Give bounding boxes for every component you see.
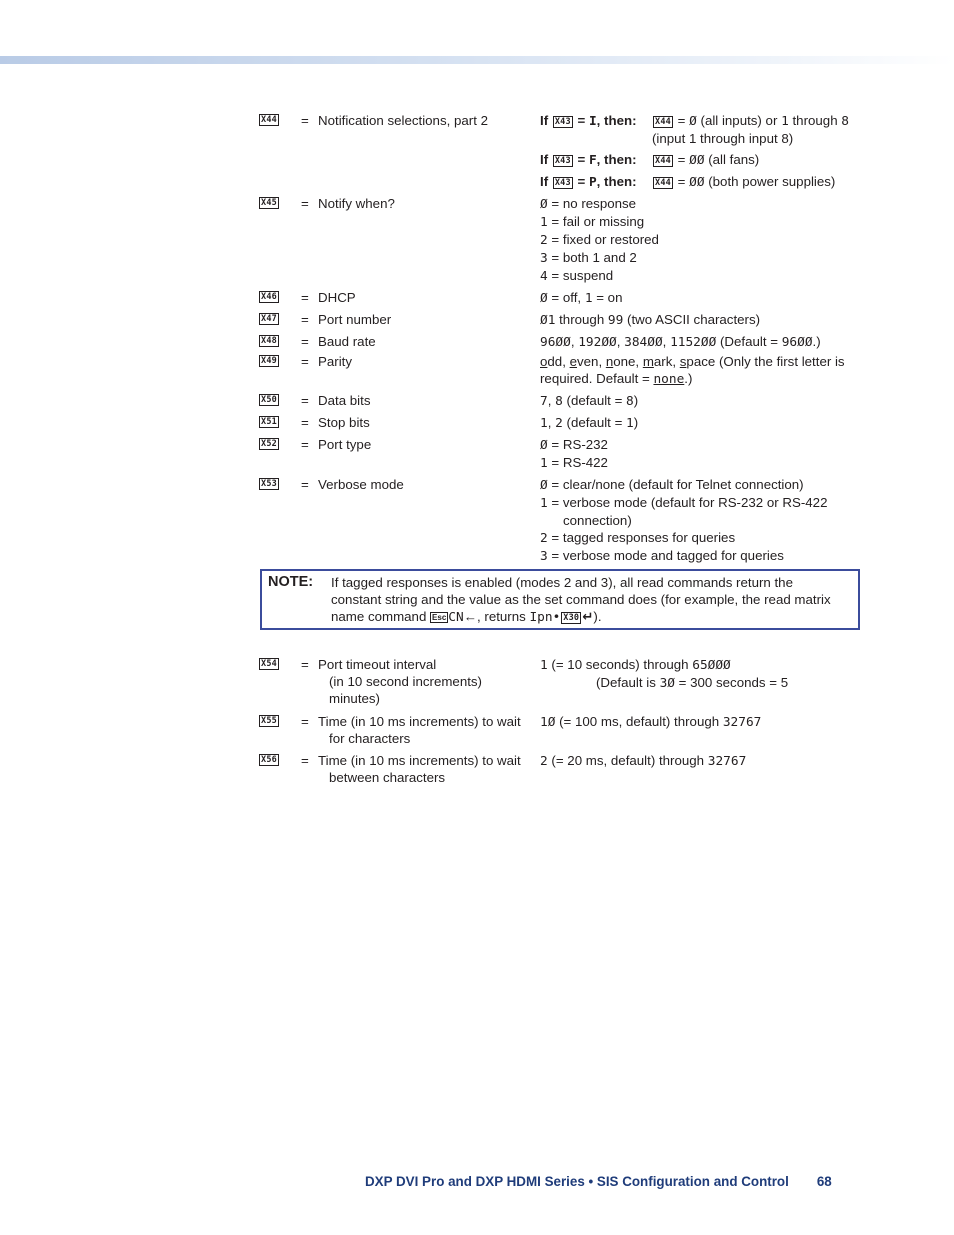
variable-values: 96ØØ, 192ØØ, 384ØØ, 1152ØØ (Default = 96ØØ.) [540, 334, 821, 350]
variable-key-x45: X45 [261, 198, 277, 208]
variable-key-x44: X44 [261, 115, 277, 125]
variable-values: Ø = clear/none (default for Telnet connection) 1 = verbose mode (default for RS-232 or RS-422 connection) 2 = tagged responses for queries 3 = verbose mode and tagged for queries [540, 477, 828, 564]
condition-result: X44 = ØØ (both power supplies) [655, 174, 836, 190]
condition-result: X44 = Ø (all inputs) or 1 through 8 (input 1 through input 8) [652, 113, 850, 146]
variable-values: 1Ø (= 100 ms, default) through 32767 [540, 714, 762, 730]
variable-key-x52: X52 [261, 439, 277, 449]
variable-row-x51 [258, 414, 864, 432]
variable-values: 1, 2 (default = 1) [540, 415, 639, 431]
variable-row-x52 [258, 436, 864, 472]
variable-row-x56 [258, 752, 864, 787]
variable-row-x45 [258, 195, 864, 285]
variable-key-x30: X30 [563, 613, 580, 623]
variable-label: Notification selections, part 2 [318, 113, 488, 128]
variable-key-x56: X56 [261, 755, 277, 765]
condition-result: X44 = ØØ (all fans) [655, 152, 760, 168]
variable-label: Time (in 10 ms increments) to wait for characters [318, 714, 521, 746]
equals-sign: = [301, 196, 309, 211]
variable-key-x55: X55 [261, 716, 277, 726]
equals-sign: = [301, 354, 309, 369]
variable-values: Ø = RS-232 1 = RS-422 [540, 437, 608, 471]
condition-fans: If X43 = F, then: X44 = ØØ (all fans) [540, 151, 864, 169]
variable-key-x46: X46 [261, 292, 277, 302]
equals-sign: = [301, 437, 309, 452]
condition-input: If X43 = I, then: X44 = Ø (all inputs) or 1 through 8 (input 1 through input 8) [540, 112, 864, 147]
variable-key-x43: X43 [554, 156, 571, 166]
equals-sign: = [301, 657, 309, 672]
variable-values: 7, 8 (default = 8) [540, 393, 639, 409]
variable-key-x49: X49 [261, 356, 277, 366]
variable-label: DHCP [318, 290, 356, 305]
condition-power: If X43 = P, then: X44 = ØØ (both power supplies) [540, 173, 864, 191]
variable-key-x47: X47 [261, 314, 277, 324]
variable-row-x49 [258, 353, 864, 388]
variable-row-x48 [258, 333, 864, 351]
variable-key-x44: X44 [655, 178, 671, 188]
variable-label: Notify when? [318, 196, 395, 211]
variable-row-x47 [258, 311, 864, 329]
enter-arrow-icon: ← [463, 609, 477, 624]
equals-sign: = [301, 113, 309, 128]
variable-key-x43: X43 [554, 178, 571, 188]
variable-label: Verbose mode [318, 477, 404, 492]
footer-title: DXP DVI Pro and DXP HDMI Series • SIS Configuration and Control [365, 1174, 789, 1189]
variable-label: Baud rate [318, 334, 376, 349]
variable-row-x44 [258, 112, 864, 191]
variable-key-x51: X51 [261, 417, 277, 427]
variable-values: Ø = off, 1 = on [540, 290, 623, 306]
variable-values: Ø1 through 99 (two ASCII characters) [540, 312, 761, 328]
variable-label: Parity [318, 354, 352, 369]
variable-key-x44: X44 [655, 156, 671, 166]
carriage-return-icon: ↵ [582, 609, 594, 624]
equals-sign: = [301, 714, 309, 729]
variable-row-x46 [258, 289, 864, 307]
variable-label: Time (in 10 ms increments) to wait between characters [318, 753, 521, 785]
variable-row-x53 [258, 476, 864, 565]
variable-key-x50: X50 [261, 395, 277, 405]
variable-key-x44: X44 [655, 117, 671, 127]
equals-sign: = [301, 334, 309, 349]
variable-row-x55 [258, 713, 864, 748]
variable-values [540, 112, 864, 191]
escape-key-icon: Esc [432, 613, 447, 622]
variable-values: odd, even, none, mark, space (Only the first letter is required. Default = none.) [540, 354, 845, 387]
variable-values: 1 (= 10 seconds) through 65ØØØ (Default is 3Ø = 300 seconds = 5 [540, 657, 789, 691]
equals-sign: = [301, 312, 309, 327]
equals-sign: = [301, 753, 309, 768]
note-heading: NOTE: [268, 574, 314, 590]
equals-sign: = [301, 415, 309, 430]
variable-row-x54 [258, 656, 864, 709]
variable-values: Ø = no response 1 = fail or missing 2 = fixed or restored 3 = both 1 and 2 4 = suspend [540, 196, 659, 284]
page-number: 68 [816, 1174, 832, 1189]
variable-label: Stop bits [318, 415, 370, 430]
page-footer [365, 1174, 832, 1189]
header-gradient-bar [0, 56, 954, 64]
variable-label: Data bits [318, 393, 371, 408]
variable-row-x50 [258, 392, 864, 410]
variable-key-x53: X53 [261, 479, 277, 489]
variable-key-x54: X54 [261, 659, 277, 669]
sis-variable-table [258, 112, 864, 787]
variable-key-x43: X43 [554, 117, 571, 127]
equals-sign: = [301, 290, 309, 305]
note-body: If tagged responses is enabled (modes 2 and 3), all read commands return the constant string and the value as the set command does (for example, the read matrix name command Esc CN←, returns Ipn• X30 ↵). [331, 575, 831, 625]
note-box [260, 569, 860, 630]
variable-label: Port number [318, 312, 392, 327]
variable-values: 2 (= 20 ms, default) through 32767 [540, 753, 747, 769]
equals-sign: = [301, 393, 309, 408]
equals-sign: = [301, 477, 309, 492]
variable-key-x48: X48 [261, 336, 277, 346]
variable-label: Port type [318, 437, 372, 452]
variable-label: Port timeout interval (in 10 second increments) minutes) [318, 657, 482, 706]
